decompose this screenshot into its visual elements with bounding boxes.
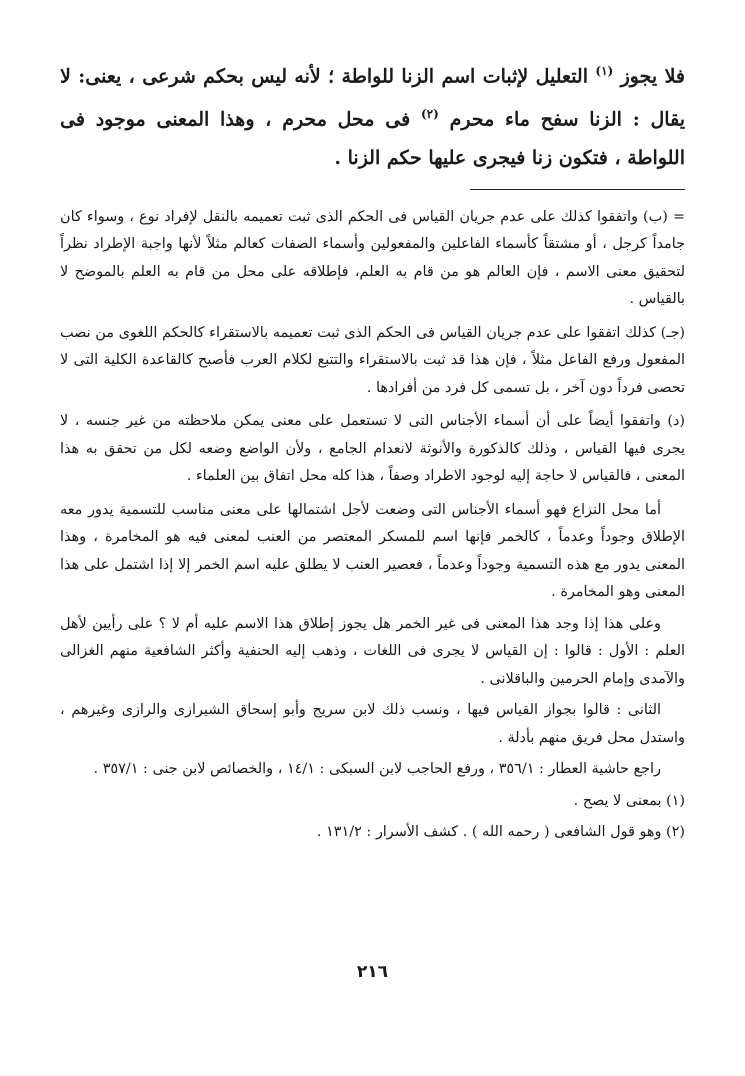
footnote-2: (٢) وهو قول الشافعى ( رحمه الله ) . كشف الأسرار : ١٣١/٢ . xyxy=(316,824,685,841)
footnote-paragraph-niza: أما محل النزاع فهو أسماء الأجناس التى وضعت لأجل اشتمالها على معنى مناسب للتسمية يدور معه الإطلاق وجوداً وعدماً ، كالخمر فإنها اسم للمسكر المعتصر من العنب لمعنى فيه هو المخامرة ، وهذا المعنى يدور مع هذه التسمية وجوداً وعدماً ، فعصير العنب لا يطلق عليه اسم الخمر إلا إذا اشتمل على هذا المعنى وهو المخامرة . xyxy=(60,501,685,601)
footnote-reference: راجع حاشية العطار : ٣٥٦/١ ، ورفع الحاجب لابن السبكى : ١٤/١ ، والخصائص لابن جنى : ٣٥٧/١ . xyxy=(93,761,661,778)
footnote-paragraph-ala: وعلى هذا إذا وجد هذا المعنى فى غير الخمر هل يجوز إطلاق هذا الاسم عليه أم لا ؟ على رأيين لأهل العلم : الأول : قالوا : إن القياس لا يجرى فى اللغات ، وذهب إليه الحنفية وأكثر الشافعية منهم الغزالى والآمدى وإمام الحرمين والباقلانى . xyxy=(60,615,685,687)
footnote-paragraph-b: = (ب) واتفقوا كذلك على عدم جريان القياس فى الحكم الذى ثبت تعميمه بالنقل لإفراد نوع ، وسواء كان جامداً كرجل ، أو مشتقاً كأسماء الفاعلين والمفعولين وأسماء الصفات كعالم مثلاً لأنها واجبة الإطراد نظراً لتحقيق معنى الاسم ، فإن العالم هو من قام به العلم، فإطلاقه على محل من قام به العلم بالموضح لا بالقياس . xyxy=(60,208,685,308)
footnote-ref-2: (٢) xyxy=(420,107,439,122)
main-text xyxy=(60,52,685,177)
footnote-paragraph-thani: الثانى : قالوا بجواز القياس فيها ، ونسب ذلك لابن سريج وأبو إسحاق الشيرازى والرازى وغيرهم ، واستدل محل فريق منهم بأدلة . xyxy=(60,702,685,746)
main-paragraph xyxy=(60,52,685,177)
footnote-separator xyxy=(470,189,685,190)
main-text-part-3: فى محل محرم ، وهذا المعنى موجود فى اللواطة ، فتكون زنا فيجرى عليها حكم الزنا . xyxy=(60,108,685,169)
footnote-1: (١) بمعنى لا يصح . xyxy=(573,792,685,809)
footnote-ref-1: (١) xyxy=(595,64,614,78)
page-number: ٢١٦ xyxy=(356,962,389,982)
footnote-paragraph-j: (جـ) كذلك اتفقوا على عدم جريان القياس فى الحكم الذى ثبت تعميمه بالاستقراء كالحكم اللغوى من نصب المفعول ورفع الفاعل مثلاً ، فإن هذا قد ثبت بالاستقراء والتتبع لكلام العرب فأصبح كالقاعدة الكلية التى لا تحصى فرداً دون آخر ، بل تسمى كل فرد من أفرادها . xyxy=(60,324,685,396)
footnotes xyxy=(60,204,685,847)
main-text-part-1: فلا يجوز xyxy=(613,65,685,88)
main-text-part-2: التعليل لإثبات اسم الزنا للواطة ؛ لأنه ليس بحكم شرعى ، يعنى: لا يقال : الزنا سفح ماء محرم xyxy=(60,65,685,131)
footnote-paragraph-d: (د) واتفقوا أيضاً على أن أسماء الأجناس التى لا تستعمل على معنى يمكن ملاحظته من غير جنسه ، لا يجرى فيها القياس ، وذلك كالذكورة والأنوثة لانعدام الجامع ، ولأن الواضع وضعه لكل من تحقق به هذا المعنى ، فالقياس لا حاجة إليه لوجود الاطراد وصفاً ، هذا كله محل اتفاق بين العلماء . xyxy=(60,413,685,485)
page-body xyxy=(60,52,685,847)
